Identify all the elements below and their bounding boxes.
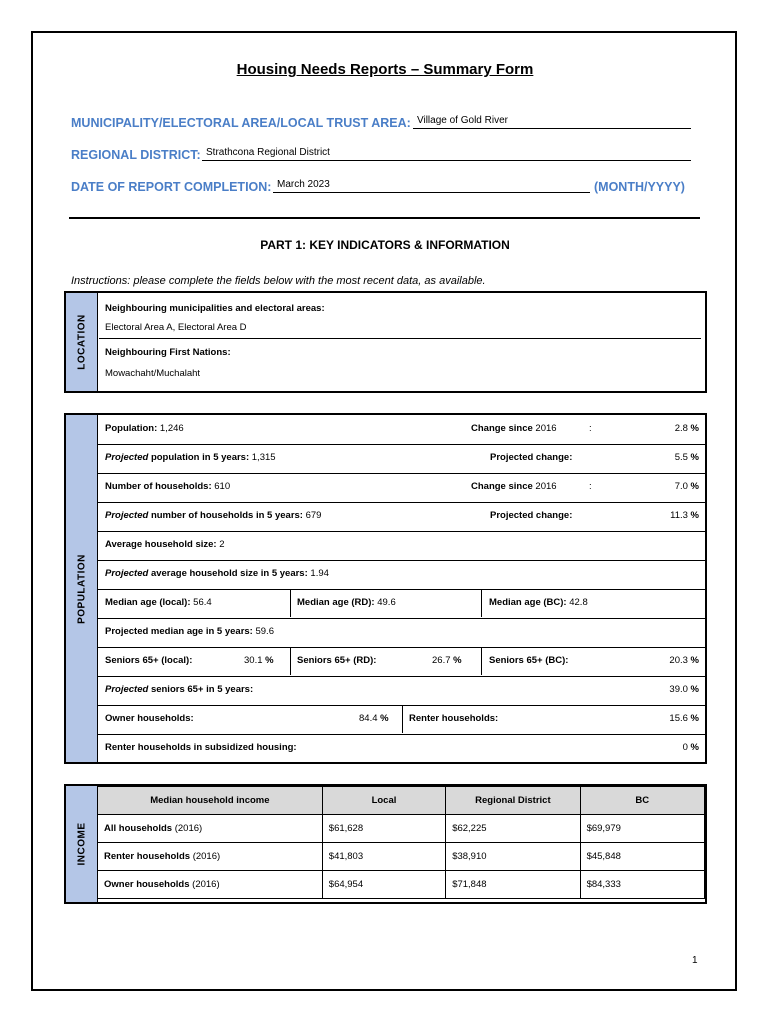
- proj-households-change-value[interactable]: 11.3: [670, 510, 688, 521]
- first-nations-label: Neighbouring First Nations:: [105, 347, 231, 358]
- date-label: DATE OF REPORT COMPLETION:: [71, 180, 272, 194]
- pct-2: %: [690, 452, 699, 463]
- table-row: [98, 871, 705, 899]
- projected-change-label-1: Projected change:: [490, 452, 573, 463]
- colon-1: :: [589, 423, 592, 434]
- proj-median-value[interactable]: 59.6: [255, 626, 274, 637]
- income-local-value[interactable]: $41,803: [322, 843, 445, 871]
- households-change-value[interactable]: 7.0: [674, 481, 688, 492]
- income-row-label: Renter households: [104, 851, 191, 862]
- proj-seniors-value[interactable]: 39.0: [669, 684, 688, 695]
- projected-change-label-2: Projected change:: [490, 510, 573, 521]
- income-row-year[interactable]: (2016): [192, 851, 221, 862]
- income-bc-value[interactable]: $84,333: [580, 871, 704, 899]
- proj-median-row: [97, 618, 705, 648]
- instructions: Instructions: please complete the fields below with the most recent data, as available.: [71, 275, 486, 287]
- households-value[interactable]: 610: [214, 481, 231, 492]
- regional-row: [71, 148, 201, 162]
- owner-label: Owner households:: [105, 713, 194, 724]
- median-local-label: Median age (local):: [105, 597, 191, 608]
- owner-value[interactable]: 84.4: [359, 713, 378, 724]
- renter-value[interactable]: 15.6: [669, 713, 688, 724]
- projected-population-row: [97, 444, 705, 474]
- income-header-local: Local: [322, 787, 445, 815]
- subsidized-label: Renter households in subsidized housing:: [105, 742, 297, 753]
- income-header-bc: BC: [580, 787, 704, 815]
- seniors-bc-value[interactable]: 20.3: [669, 655, 688, 666]
- population-change-value[interactable]: 2.8: [674, 423, 688, 434]
- subsidized-row: [97, 734, 705, 763]
- avg-size-value[interactable]: 2: [219, 539, 225, 550]
- median-rd-label: Median age (RD):: [297, 597, 375, 608]
- projected-word-3: Projected: [105, 568, 149, 579]
- pct-3: %: [690, 481, 699, 492]
- proj-pop-label: population in 5 years:: [150, 452, 250, 463]
- proj-pop-value[interactable]: 1,315: [251, 452, 276, 463]
- pct-4: %: [690, 510, 699, 521]
- median-rd-value[interactable]: 49.6: [377, 597, 396, 608]
- population-label: Population:: [105, 423, 158, 434]
- income-block: [64, 784, 707, 904]
- pct-5: %: [265, 655, 274, 666]
- first-nations-value[interactable]: Mowachaht/Muchalaht: [105, 368, 201, 379]
- proj-avg-size-value[interactable]: 1.94: [310, 568, 329, 579]
- tenure-row: [97, 705, 705, 735]
- population-block: [64, 413, 707, 764]
- income-header-row: [98, 787, 705, 815]
- pct-8: %: [690, 684, 699, 695]
- change-since-year[interactable]: 2016: [535, 423, 557, 434]
- table-row: [98, 815, 705, 843]
- proj-pop-change-value[interactable]: 5.5: [674, 452, 688, 463]
- location-side-label: LOCATION: [66, 293, 98, 391]
- pct-9: %: [380, 713, 389, 724]
- population-side-label: POPULATION: [66, 415, 98, 762]
- table-row: [98, 843, 705, 871]
- median-age-row: [97, 589, 705, 619]
- seniors-local-label: Seniors 65+ (local):: [105, 655, 193, 666]
- income-row-label: All households: [104, 823, 173, 834]
- income-rd-value[interactable]: $38,910: [446, 843, 580, 871]
- projected-word-4: Projected: [105, 684, 149, 695]
- seniors-row: [97, 647, 705, 677]
- median-local-value[interactable]: 56.4: [193, 597, 212, 608]
- proj-households-value[interactable]: 679: [305, 510, 322, 521]
- municipality-label: MUNICIPALITY/ELECTORAL AREA/LOCAL TRUST AREA:: [71, 116, 411, 130]
- pct-1: %: [690, 423, 699, 434]
- regional-field[interactable]: Strathcona Regional District: [202, 147, 691, 161]
- neighbouring-label: Neighbouring municipalities and electoral areas:: [105, 303, 325, 314]
- pct-6: %: [453, 655, 462, 666]
- pct-10: %: [690, 713, 699, 724]
- income-row-label: Owner households: [104, 879, 190, 890]
- income-bc-value[interactable]: $45,848: [580, 843, 704, 871]
- income-side-label: INCOME: [66, 786, 98, 902]
- municipality-row: [71, 116, 411, 130]
- form-title: Housing Needs Reports – Summary Form: [236, 61, 534, 78]
- median-bc-value[interactable]: 42.8: [569, 597, 588, 608]
- income-table: [97, 786, 705, 899]
- income-bc-value[interactable]: $69,979: [580, 815, 704, 843]
- income-local-value[interactable]: $64,954: [322, 871, 445, 899]
- median-bc-label: Median age (BC):: [489, 597, 567, 608]
- colon-2: :: [589, 481, 592, 492]
- projected-households-row: [97, 502, 705, 532]
- avg-size-label: Average household size:: [105, 539, 217, 550]
- section-rule: [69, 217, 700, 219]
- change-since-label: Change since: [471, 423, 533, 434]
- pct-11: %: [690, 742, 699, 753]
- proj-seniors-label: seniors 65+ in 5 years:: [150, 684, 254, 695]
- change-since-label-2: Change since: [471, 481, 533, 492]
- date-field[interactable]: March 2023: [273, 179, 590, 193]
- pct-7: %: [690, 655, 699, 666]
- projected-word-2: Projected: [105, 510, 149, 521]
- income-rd-value[interactable]: $62,225: [446, 815, 580, 843]
- income-header-label: Median household income: [98, 787, 323, 815]
- population-value[interactable]: 1,246: [159, 423, 184, 434]
- proj-median-label: Projected median age in 5 years:: [105, 626, 253, 637]
- date-row: [71, 180, 271, 194]
- projected-word: Projected: [105, 452, 149, 463]
- avg-size-row: [97, 531, 705, 561]
- part-title: PART 1: KEY INDICATORS & INFORMATION: [260, 238, 510, 252]
- proj-seniors-row: [97, 676, 705, 706]
- municipality-field[interactable]: Village of Gold River: [413, 115, 691, 129]
- seniors-bc-label: Seniors 65+ (BC):: [489, 655, 569, 666]
- subsidized-value[interactable]: 0: [682, 742, 688, 753]
- page-number: 1: [692, 955, 698, 966]
- regional-label: REGIONAL DISTRICT:: [71, 148, 201, 162]
- income-local-value[interactable]: $61,628: [322, 815, 445, 843]
- households-row: [97, 473, 705, 503]
- location-block: [64, 291, 707, 393]
- change-since-year-2[interactable]: 2016: [535, 481, 557, 492]
- location-separator: [99, 338, 701, 339]
- renter-label: Renter households:: [409, 713, 499, 724]
- proj-households-label: number of households in 5 years:: [150, 510, 303, 521]
- income-row-year[interactable]: (2016): [192, 879, 220, 890]
- proj-avg-size-row: [97, 560, 705, 590]
- seniors-rd-label: Seniors 65+ (RD):: [297, 655, 377, 666]
- seniors-local-value[interactable]: 30.1: [244, 655, 263, 666]
- seniors-rd-value[interactable]: 26.7: [432, 655, 451, 666]
- households-label: Number of households:: [105, 481, 212, 492]
- income-rd-value[interactable]: $71,848: [446, 871, 580, 899]
- income-row-year[interactable]: (2016): [174, 823, 203, 834]
- income-header-rd: Regional District: [446, 787, 580, 815]
- proj-avg-size-label: average household size in 5 years:: [150, 568, 308, 579]
- date-format-label: (MONTH/YYYY): [594, 180, 685, 194]
- population-row: [97, 415, 705, 445]
- neighbouring-value[interactable]: Electoral Area A, Electoral Area D: [105, 322, 247, 333]
